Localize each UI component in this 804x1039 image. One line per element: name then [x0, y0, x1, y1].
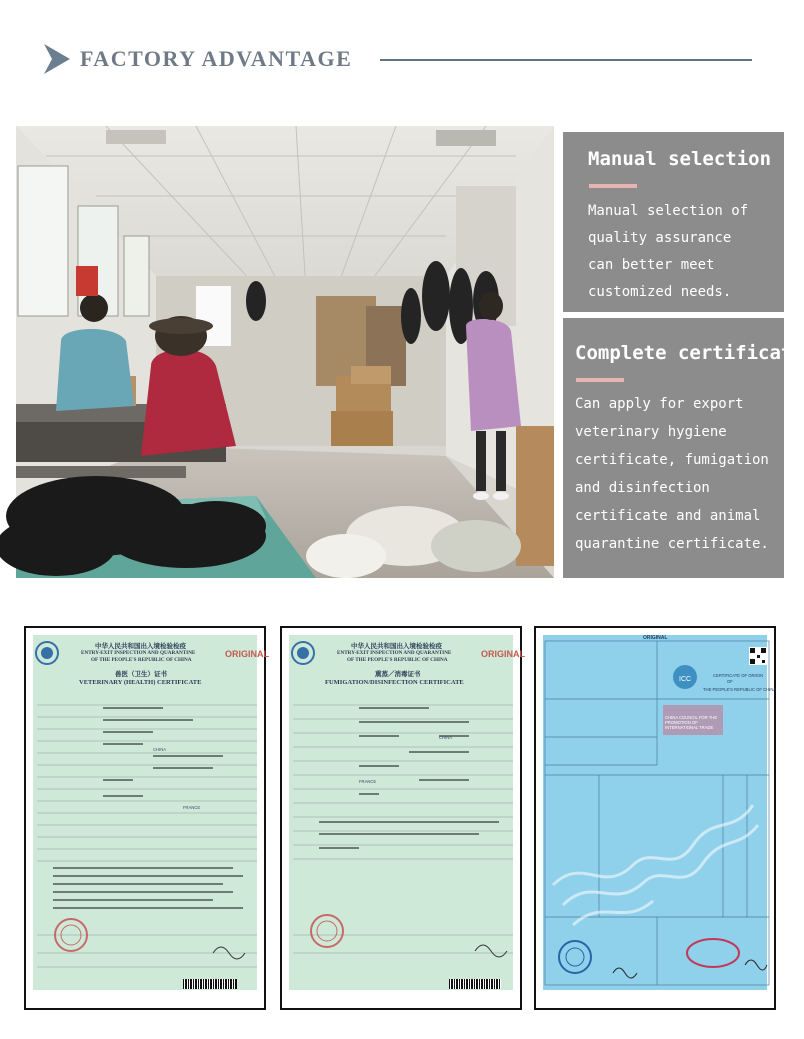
svg-text:ICC: ICC: [679, 676, 692, 683]
chevron-right-icon: [44, 44, 70, 74]
card-body: Manual selection of quality assurance can better meet customized needs.: [588, 203, 749, 300]
factory-photo: [16, 126, 554, 578]
barcode: [183, 979, 237, 989]
card-accent-bar: [576, 378, 624, 382]
header-divider: [380, 59, 752, 61]
complete-certificate-card: [563, 318, 804, 578]
barcode: [449, 979, 501, 989]
card-title: Manual selection: [588, 148, 772, 170]
veterinary-certificate-image: 中华人民共和国出入境检验检疫 ENTRY-EXIT INSPECTION AND QUARANTINE OF THE PEOPLE'S REPUBLIC OF CHINA ORIGINAL 兽医（卫生）证书 VETERINARY (HEALTH) CERTIFICATE CHINA FRANCE: [24, 626, 266, 1010]
card-accent-bar: [589, 184, 637, 188]
origin-certificate-image: ICC ORIGINAL CERTIFICATE OF ORIGIN OF THE PEOPLE'S REPUBLIC OF CHINA CHINA COUNCIL FOR THE PROMOTION OF INTERNATIONAL TRADE: [534, 626, 776, 1010]
section-title: FACTORY ADVANTAGE: [80, 46, 353, 71]
section-header: [0, 0, 800, 120]
card-title: Complete certificate: [575, 342, 804, 364]
card-body: Can apply for export veterinary hygiene certificate, fumigation and disinfection certificate and animal quarantine certificate.: [575, 396, 769, 552]
manual-selection-card: [563, 132, 784, 312]
certificate-pattern: [33, 635, 261, 994]
fumigation-certificate-image: 中华人民共和国出入境检验检疫 ENTRY-EXIT INSPECTION AND QUARANTINE OF THE PEOPLE'S REPUBLIC OF CHINA ORIGINAL 熏蒸／消毒证书 FUMIGATION/DISINFECTION CERTIFICATE CHINA FRANCE: [280, 626, 522, 1010]
certificate-pattern: [289, 635, 517, 994]
